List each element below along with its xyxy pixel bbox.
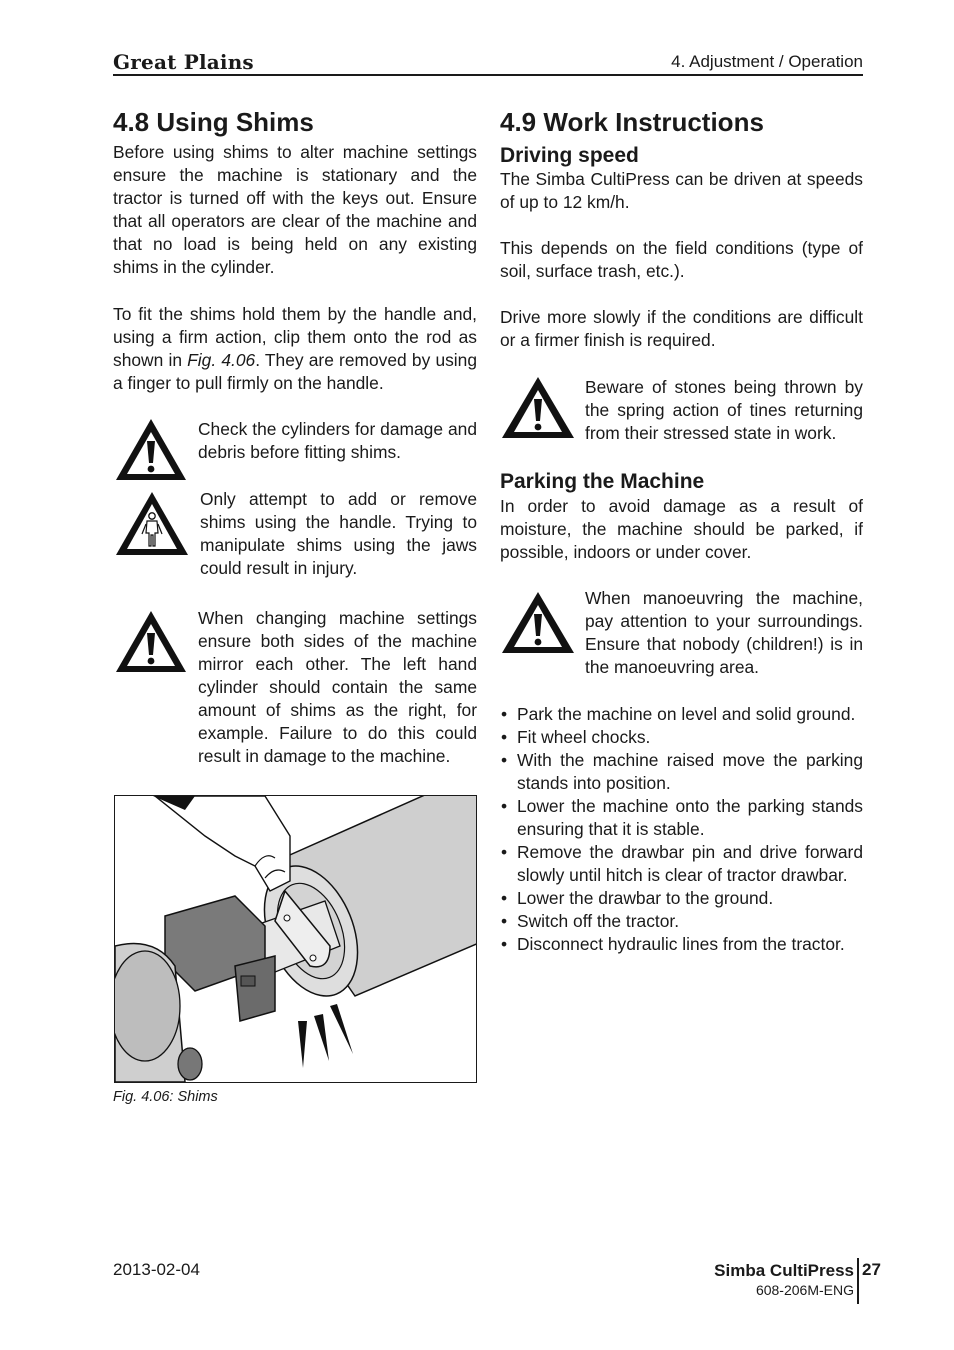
list-item: • Switch off the tractor.: [500, 910, 863, 933]
field-conditions-paragraph: This depends on the field conditions (type of soil, surface trash, etc.).: [500, 238, 863, 281]
footer-date: 2013-02-04: [113, 1260, 200, 1279]
list-item: • With the machine raised move the parking stands into position.: [500, 749, 863, 795]
warning-triangle-icon: [113, 607, 189, 675]
warning-mirror-settings: When changing machine settings ensure both sides of the machine mirror each other. The left hand cylinder should contain the same amount of shims as the right, for example. Failure to do this could result in damage to the machine.: [198, 608, 477, 766]
page-number: 27: [862, 1260, 881, 1279]
list-item: • Park the machine on level and solid ground.: [500, 703, 863, 726]
driving-speed-paragraph: The Simba CultiPress can be driven at speeds of up to 12 km/h.: [500, 169, 863, 212]
left-heading-block: [113, 107, 477, 137]
warning-check-cylinders: Check the cylinders for damage and debris before fitting shims.: [198, 419, 477, 462]
warning-manoeuvring: When manoeuvring the machine, pay attention to your surroundings. Ensure that nobody (children!) is in the manoeuvring area.: [585, 588, 863, 677]
hand-hazard-triangle-icon: [113, 488, 191, 558]
subheading-parking: Parking the Machine: [500, 470, 705, 493]
parking-paragraph: In order to avoid damage as a result of moisture, the machine should be parked, if possible, indoors or under cover.: [500, 496, 863, 562]
list-item: • Fit wheel chocks.: [500, 726, 863, 749]
subheading-driving-speed: Driving speed: [500, 144, 639, 167]
list-item: • Remove the drawbar pin and drive forward slowly until hitch is clear of tractor drawbar.: [500, 841, 863, 887]
right-heading-block: [500, 107, 863, 137]
shims-fit-paragraph: [113, 303, 477, 395]
shims-intro-paragraph: Before using shims to alter machine settings ensure the machine is stationary and the tractor is turned off with the keys out. Ensure that all operators are clear of the machine and that no load is being held on any existing shims in the cylinder.: [113, 142, 477, 277]
heading-using-shims: 4.8 Using Shims: [113, 107, 314, 137]
figure-reference: Fig. 4.06: [187, 350, 256, 370]
parking-steps-list: [500, 703, 863, 956]
list-item: • Lower the drawbar to the ground.: [500, 887, 863, 910]
figure-caption: Fig. 4.06: Shims: [113, 1089, 218, 1105]
warning-stones-thrown: Beware of stones being thrown by the spring action of tines returning from their stressed state in work.: [585, 377, 863, 443]
shims-drawing: [115, 796, 476, 1082]
drive-slowly-paragraph: Drive more slowly if the conditions are difficult or a firmer finish is required.: [500, 307, 863, 350]
warning-handle-only: Only attempt to add or remove shims using the handle. Trying to manipulate shims using the jaws could result in injury.: [200, 489, 477, 578]
warning-triangle-icon: [499, 373, 577, 441]
heading-work-instructions: 4.9 Work Instructions: [500, 107, 764, 137]
brand-logo: Great Plains: [113, 50, 254, 74]
footer-divider: [857, 1258, 859, 1304]
list-item: • Lower the machine onto the parking stands ensuring that it is stable.: [500, 795, 863, 841]
fit-text-a: To fit the shims hold them by the handle and, using a firm action, clip them onto the rod as shown in: [113, 304, 477, 370]
header-rule: [113, 74, 863, 76]
figure-shims-illustration: [114, 795, 477, 1083]
warning-triangle-icon: [113, 415, 189, 483]
fit-text-b: . They are removed by using a finger to pull firmly on the handle.: [113, 350, 478, 393]
section-title: 4. Adjustment / Operation: [671, 52, 863, 71]
warning-triangle-icon: [499, 588, 577, 656]
footer-product-name: Simba CultiPress: [714, 1261, 854, 1280]
list-item: • Disconnect hydraulic lines from the tractor.: [500, 933, 863, 956]
footer-doc-number: 608-206M-ENG: [755, 1282, 854, 1298]
